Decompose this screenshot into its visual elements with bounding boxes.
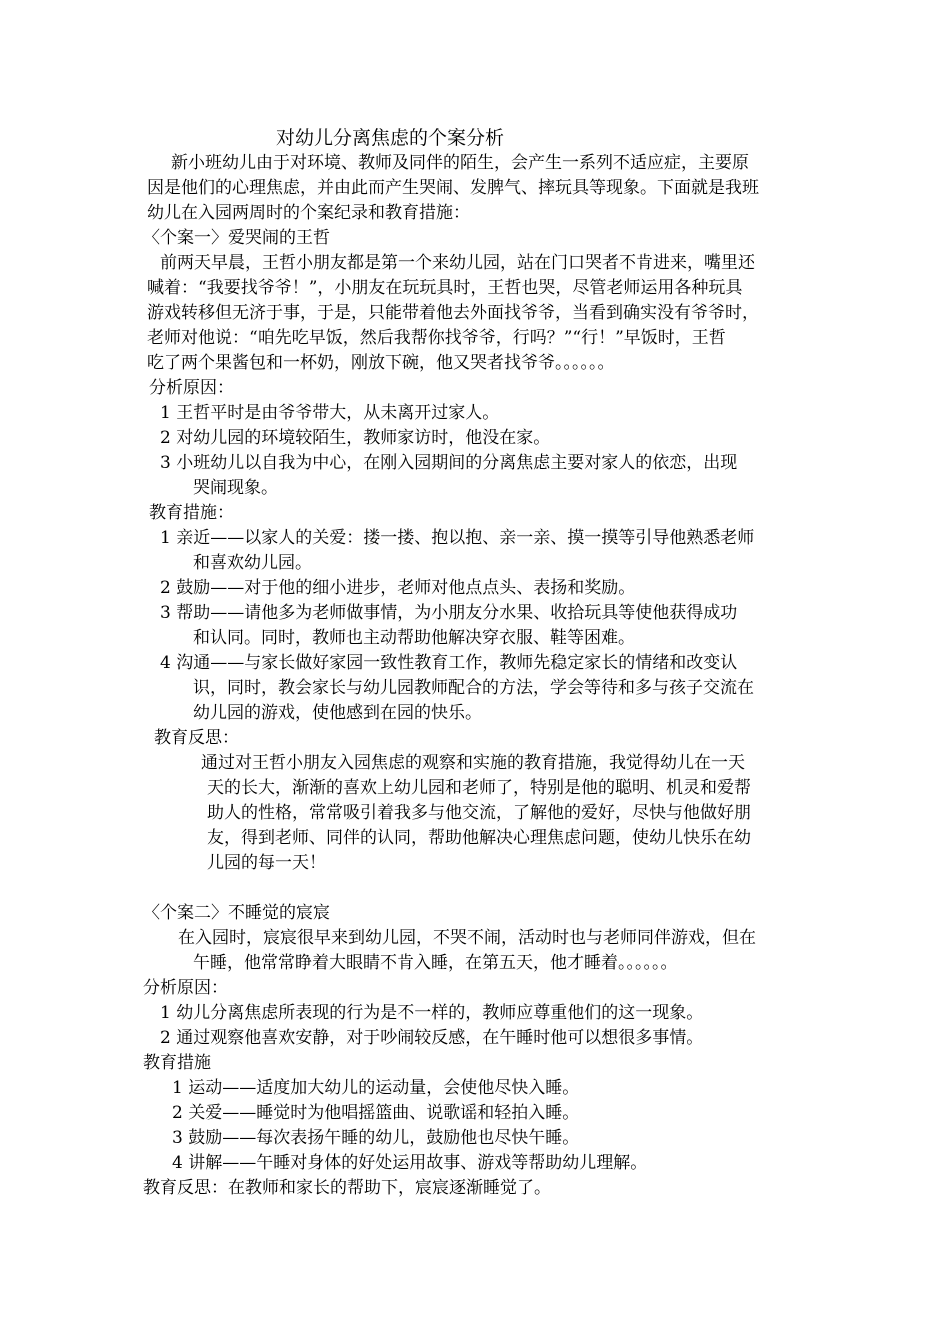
case1-reflection-heading: 教育反思： xyxy=(154,728,239,748)
case2-reflection: 教育反思：在教师和家长的帮助下，宸宸逐渐睡觉了。 xyxy=(143,1178,551,1198)
case2-analysis-item: 2 通过观察他喜欢安静，对于吵闹较反感，在午睡时他可以想很多事情。 xyxy=(160,1028,704,1048)
case1-reflection-line: 天的长大，渐渐的喜欢上幼儿园和老师了，特别是他的聪明、机灵和爱帮 xyxy=(207,778,751,798)
case1-reflection-line: 儿园的每一天！ xyxy=(207,853,326,873)
case1-measure-item: 和认同。同时，教师也主动帮助他解决穿衣服、鞋等困难。 xyxy=(193,628,635,648)
case1-analysis-item: 哭闹现象。 xyxy=(193,478,278,498)
case1-story-line: 游戏转移但无济于事，于是，只能带着他去外面找爷爷，当看到确实没有爷爷时， xyxy=(147,303,759,323)
case2-measure-item: 3 鼓励——每次表扬午睡的幼儿，鼓励他也尽快午睡。 xyxy=(172,1128,580,1148)
case1-story-line: 前两天早晨，王哲小朋友都是第一个来幼儿园，站在门口哭者不肯进来，嘴里还 xyxy=(160,253,755,273)
intro-line: 新小班幼儿由于对环境、教师及同伴的陌生，会产生一系列不适应症，主要原 xyxy=(171,153,749,173)
case1-measure-item: 和喜欢幼儿园。 xyxy=(193,553,312,573)
intro-line: 因是他们的心理焦虑，并由此而产生哭闹、发脾气、摔玩具等现象。下面就是我班 xyxy=(147,178,759,198)
case1-analysis-item: 1 王哲平时是由爷爷带大，从未离开过家人。 xyxy=(160,403,500,423)
case1-measure-item: 识，同时，教会家长与幼儿园教师配合的方法，学会等待和多与孩子交流在 xyxy=(193,678,754,698)
case2-measure-item: 4 讲解——午睡对身体的好处运用故事、游戏等帮助幼儿理解。 xyxy=(172,1153,648,1173)
case1-analysis-item: 3 小班幼儿以自我为中心，在刚入园期间的分离焦虑主要对家人的依恋，出现 xyxy=(160,453,738,473)
case2-analysis-item: 1 幼儿分离焦虑所表现的行为是不一样的，教师应尊重他们的这一现象。 xyxy=(160,1003,704,1023)
case1-reflection-line: 助人的性格，常常吸引着我多与他交流，了解他的爱好，尽快与他做好朋 xyxy=(207,803,751,823)
case1-heading: 〈个案一〉爱哭闹的王哲 xyxy=(143,228,330,248)
case1-story-line: 老师对他说：“咱先吃早饭，然后我帮你找爷爷，行吗？”“行！”早饭时，王哲 xyxy=(147,328,726,348)
case1-story-line: 喊着：“我要找爷爷！”，小朋友在玩玩具时，王哲也哭，尽管老师运用各种玩具 xyxy=(147,278,743,298)
intro-line: 幼儿在入园两周时的个案纪录和教育措施： xyxy=(147,203,470,223)
case1-measure-item: 2 鼓励——对于他的细小进步，老师对他点点头、表扬和奖励。 xyxy=(160,578,636,598)
case1-reflection-line: 友，得到老师、同伴的认同，帮助他解决心理焦虑问题，使幼儿快乐在幼 xyxy=(207,828,751,848)
case2-measure-item: 1 运动——适度加大幼儿的运动量，会使他尽快入睡。 xyxy=(172,1078,580,1098)
case2-measure-item: 2 关爱——睡觉时为他唱摇篮曲、说歌谣和轻拍入睡。 xyxy=(172,1103,580,1123)
case1-measure-item: 1 亲近——以家人的关爱：搂一搂、抱以抱、亲一亲、摸一摸等引导他熟悉老师 xyxy=(160,528,755,548)
case1-story-line: 吃了两个果酱包和一杯奶，刚放下碗，他又哭者找爷爷。。。。。。 xyxy=(147,353,615,373)
case2-measures-heading: 教育措施 xyxy=(143,1053,211,1073)
case2-heading: 〈个案二〉不睡觉的宸宸 xyxy=(143,903,330,923)
case1-measure-item: 幼儿园的游戏，使他感到在园的快乐。 xyxy=(193,703,482,723)
case1-reflection-line: 通过对王哲小朋友入园焦虑的观察和实施的教育措施，我觉得幼儿在一天 xyxy=(201,753,745,773)
case1-measure-item: 4 沟通——与家长做好家园一致性教育工作，教师先稳定家长的情绪和改变认 xyxy=(160,653,738,673)
page-title: 对幼儿分离焦虑的个案分析 xyxy=(276,127,505,149)
case1-measures-heading: 教育措施： xyxy=(149,503,234,523)
case2-story-line: 午睡，他常常睁着大眼睛不肯入睡，在第五天，他才睡着。。。。。。 xyxy=(193,953,678,973)
case1-analysis-item: 2 对幼儿园的环境较陌生，教师家访时，他没在家。 xyxy=(160,428,551,448)
case2-story-line: 在入园时，宸宸很早来到幼儿园，不哭不闹，活动时也与老师同伴游戏，但在 xyxy=(178,928,756,948)
case1-measure-item: 3 帮助——请他多为老师做事情，为小朋友分水果、收拾玩具等使他获得成功 xyxy=(160,603,738,623)
case2-analysis-heading: 分析原因： xyxy=(143,978,228,998)
case1-analysis-heading: 分析原因： xyxy=(149,378,234,398)
